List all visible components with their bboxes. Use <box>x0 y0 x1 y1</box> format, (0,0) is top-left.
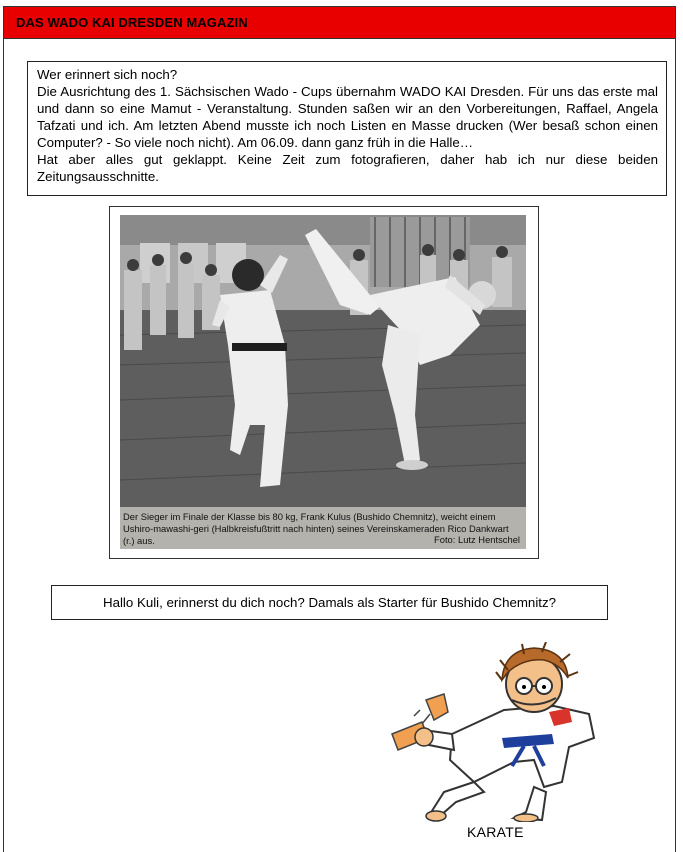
kuli-note-text: Hallo Kuli, erinnerst du dich noch? Damals als Starter für Bushido Chemnitz? <box>102 595 557 610</box>
magazine-header <box>4 7 675 39</box>
intro-question: Wer erinnert sich noch? <box>37 67 178 82</box>
photo-caption-text: Der Sieger im Finale der Klasse bis 80 kg, Frank Kulus (Bushido Chemnitz), weicht einem Ushiro-mawashi-geri (Halbkreisfußtritt nach hinten) seines Vereinskameraden Rico Dankwart (r.) aus. <box>123 511 509 546</box>
photo-credit: Foto: Lutz Hentschel <box>434 534 520 545</box>
intro-closing: Hat aber alles gut geklappt. Keine Zeit zum fotografieren, daher hab ich nur diese beiden Zeitungsausschnitte. <box>37 152 658 184</box>
magazine-title: DAS WADO KAI DRESDEN MAGAZIN <box>16 15 248 30</box>
newspaper-clipping <box>109 206 539 559</box>
intro-text-box <box>27 61 667 196</box>
karate-cartoon-illustration <box>384 642 604 822</box>
photo-caption <box>120 507 526 549</box>
karate-label: KARATE <box>467 824 524 840</box>
intro-paragraph: Die Ausrichtung des 1. Sächsischen Wado - Cups übernahm WADO KAI Dresden. Für uns das erste mal und dann so eine Mamut - Veranstaltung. Stunden saßen wir an den Vorbereitungen, Raffael, Angela Tafzati und ich. Am letzten Abend musste ich noch Listen en Masse drucken (Wer besaß schon einen Computer? - So viele noch nicht). Am 06.09. dann ganz früh in die Halle… <box>37 84 658 150</box>
karate-fight-photo <box>120 215 526 507</box>
kuli-note-box <box>51 585 608 620</box>
